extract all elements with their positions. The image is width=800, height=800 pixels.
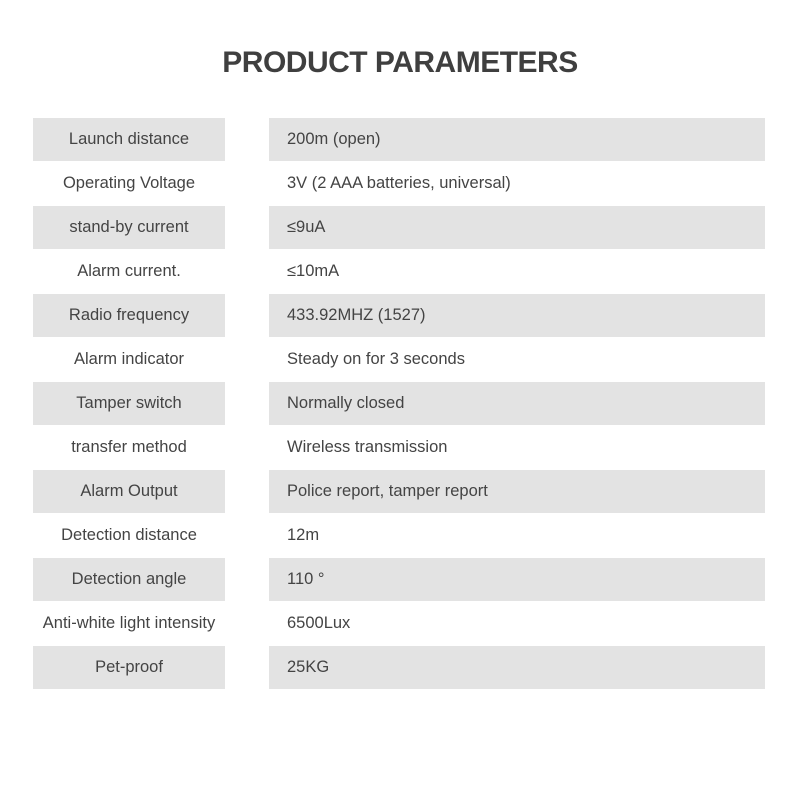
table-row — [0, 426, 800, 470]
row-value: ≤9uA — [269, 206, 765, 249]
table-row — [0, 250, 800, 294]
row-value: 110 ° — [269, 558, 765, 601]
row-label: Alarm Output — [33, 470, 225, 513]
table-row — [0, 162, 800, 206]
table-row — [0, 602, 800, 646]
row-value: 25KG — [269, 646, 765, 689]
row-value: 12m — [287, 526, 320, 544]
table-row — [0, 382, 800, 426]
row-label: Tamper switch — [33, 382, 225, 425]
table-row — [0, 558, 800, 602]
table-row — [0, 118, 800, 162]
parameters-table — [0, 118, 800, 690]
row-value: 6500Lux — [287, 614, 351, 632]
table-row — [0, 514, 800, 558]
table-row — [0, 338, 800, 382]
row-label: Radio frequency — [33, 294, 225, 337]
row-value: Steady on for 3 seconds — [287, 350, 465, 368]
page-title: PRODUCT PARAMETERS — [222, 46, 578, 79]
row-value: 3V (2 AAA batteries, universal) — [287, 174, 511, 192]
row-value: Police report, tamper report — [269, 470, 765, 513]
row-value: 200m (open) — [269, 118, 765, 161]
row-label: Operating Voltage — [62, 174, 196, 192]
table-row — [0, 206, 800, 250]
row-label: Pet-proof — [33, 646, 225, 689]
table-row — [0, 646, 800, 690]
row-label: transfer method — [71, 438, 187, 456]
row-value: ≤10mA — [287, 262, 340, 280]
row-label: Launch distance — [33, 118, 225, 161]
table-row — [0, 470, 800, 514]
table-row — [0, 294, 800, 338]
row-label: Alarm current. — [77, 262, 181, 280]
row-value: 433.92MHZ (1527) — [269, 294, 765, 337]
row-label: Alarm indicator — [73, 350, 185, 368]
row-label: Detection angle — [33, 558, 225, 601]
row-value: Normally closed — [269, 382, 765, 425]
row-label: stand-by current — [33, 206, 225, 249]
row-value: Wireless transmission — [287, 438, 448, 456]
row-label: Detection distance — [61, 526, 197, 544]
row-label: Anti-white light intensity — [42, 614, 216, 632]
